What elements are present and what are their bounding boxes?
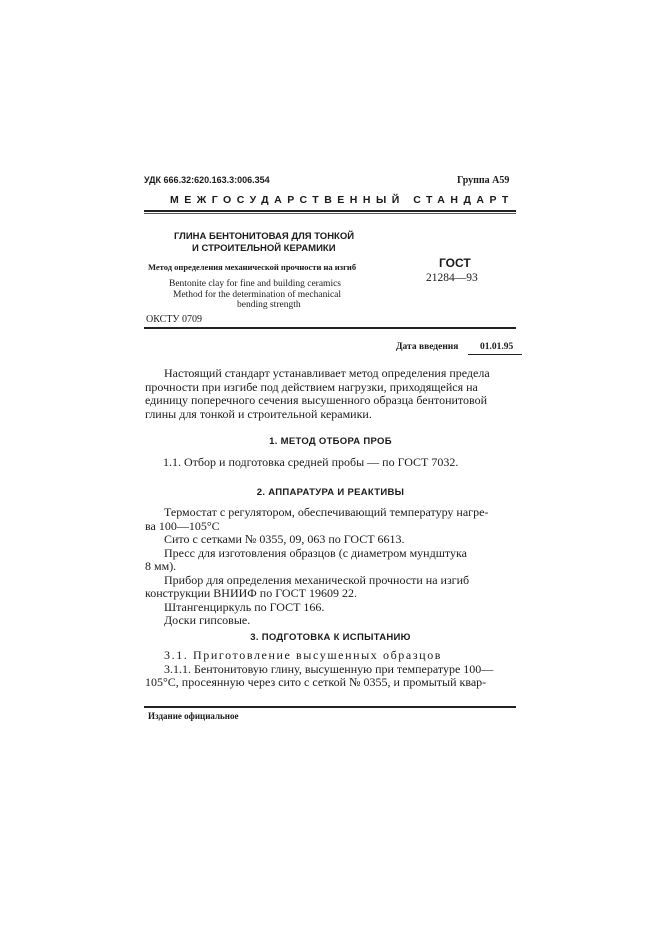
equipment-line: ва 100—105°С [145, 518, 220, 533]
equipment-line: Штангенциркуль по ГОСТ 166. [164, 599, 325, 614]
preparation-line: 105°С, просеянную через сито с сеткой № 0355, и промытый квар- [145, 675, 487, 689]
preparation-line: 3.1.1. Бентонитовую глину, высушенную при температуре 100— [164, 661, 494, 676]
method-subtitle: Метод определения механической прочности на изгиб [148, 262, 357, 272]
okstu-code: ОКСТУ 0709 [146, 314, 203, 325]
equipment-line: Пресс для изготовления образцов (с диаметром мундштука [164, 545, 467, 560]
english-title-line-3: bending strength [237, 300, 301, 310]
intro-line: Настоящий стандарт устанавливает метод определения предела [164, 366, 490, 380]
equipment-line: Прибор для определения механической прочности на изгиб [164, 572, 470, 587]
group-code: Группа А59 [457, 175, 510, 186]
english-title-line-1: Bentonite clay for fine and building ceramics [169, 279, 341, 289]
intro-line: единицу поперечного сечения высушенного образца бентонитовой [145, 393, 488, 407]
footer-rule [144, 706, 516, 708]
header-rule [144, 210, 516, 212]
title-line-1: ГЛИНА БЕНТОНИТОВАЯ ДЛЯ ТОНКОЙ [174, 231, 355, 242]
intro-date-label: Дата введения [396, 342, 459, 352]
equipment-line: конструкции ВНИИФ по ГОСТ 19609 22. [145, 586, 357, 600]
udk-code: УДК 666.32:620.163.3:006.354 [144, 175, 270, 185]
section-2-body [145, 506, 516, 628]
section-3-body [145, 649, 516, 690]
section-1-heading: 1. МЕТОД ОТБОРА ПРОБ [269, 436, 392, 447]
equipment-line: 8 мм). [145, 559, 177, 573]
equipment-line: Термостат с регулятором, обеспечивающий температуру нагре- [164, 505, 489, 519]
intro-date-underline [468, 354, 522, 355]
english-title-line-2: Method for the determination of mechanical [173, 290, 342, 300]
intro-paragraph [145, 367, 516, 421]
edition-label: Издание официальное [148, 711, 239, 721]
gost-label: ГОСТ [439, 256, 471, 270]
equipment-line: Сито с сетками № 0355, 09, 063 по ГОСТ 6613. [164, 532, 405, 546]
section-3-subheading: 3.1. Приготовление высушенных образцов [164, 648, 443, 662]
intro-line: прочности при изгибе под действием нагрузки, приходящейся на [145, 379, 478, 394]
title-line-2: И СТРОИТЕЛЬНОЙ КЕРАМИКИ [192, 243, 336, 254]
header-rule-thin [144, 213, 516, 214]
section-3-heading: 3. ПОДГОТОВКА К ИСПЫТАНИЮ [250, 632, 411, 643]
section-1-text: 1.1. Отбор и подготовка средней пробы — по ГОСТ 7032. [163, 455, 459, 469]
intro-line: глины для тонкой и строительной керамики. [145, 406, 372, 421]
section-2-heading: 2. АППАРАТУРА И РЕАКТИВЫ [256, 487, 405, 498]
gost-number: 21284—93 [426, 272, 478, 284]
equipment-line: Доски гипсовые. [164, 613, 251, 627]
title-block-rule [144, 327, 516, 329]
standard-type: МЕЖГОСУДАРСТВЕННЫЙ СТАНДАРТ [170, 194, 514, 206]
intro-date-value: 01.01.95 [480, 342, 514, 352]
